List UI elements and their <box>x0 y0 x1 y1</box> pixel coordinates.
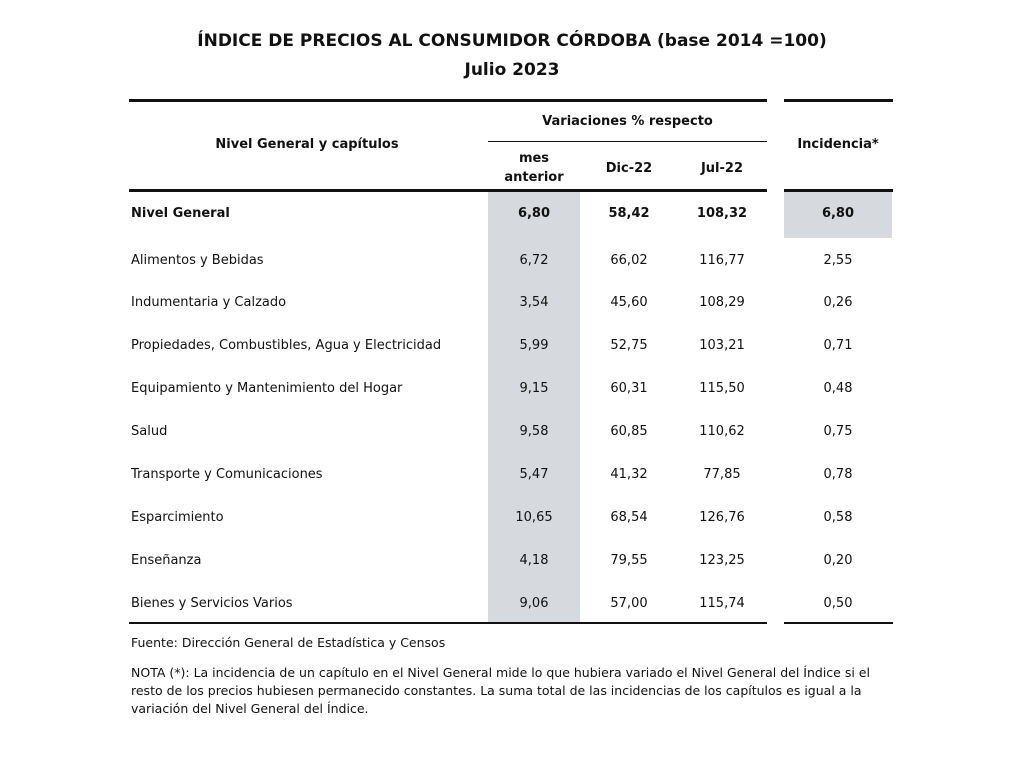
row-value-incidencia: 6,80 <box>821 206 855 221</box>
row-value-incidencia: 2,55 <box>823 253 853 268</box>
header-chapter: Nivel General y capítulos <box>215 137 399 152</box>
row-value-jul: 115,50 <box>699 381 745 396</box>
row-label: Indumentaria y Calzado <box>131 295 287 310</box>
row-value-incidencia: 0,20 <box>823 553 853 568</box>
table-bottom-rule-left <box>129 622 767 624</box>
row-label: Equipamiento y Mantenimiento del Hogar <box>131 381 403 396</box>
row-value-dic: 60,85 <box>610 424 648 439</box>
row-value-jul: 108,32 <box>696 206 748 221</box>
row-value-mes: 10,65 <box>515 510 553 525</box>
header-jul-22: Jul-22 <box>700 161 744 176</box>
top-rule-left <box>129 99 767 102</box>
row-value-incidencia: 0,75 <box>823 424 853 439</box>
row-value-incidencia: 0,58 <box>823 510 853 525</box>
header-anterior: anterior <box>504 170 564 185</box>
header-bottom-rule-left <box>129 189 767 192</box>
row-value-mes: 6,72 <box>519 253 549 268</box>
row-value-mes: 3,54 <box>519 295 549 310</box>
row-value-dic: 68,54 <box>610 510 648 525</box>
header-mes: mes <box>518 151 550 166</box>
row-value-jul: 108,29 <box>699 295 745 310</box>
row-value-mes: 9,06 <box>519 596 549 611</box>
row-label: Esparcimiento <box>131 510 224 525</box>
row-value-jul: 116,77 <box>699 253 745 268</box>
row-value-jul: 110,62 <box>699 424 745 439</box>
header-incidencia: Incidencia* <box>797 137 879 152</box>
row-value-incidencia: 0,50 <box>823 596 853 611</box>
row-value-dic: 45,60 <box>610 295 648 310</box>
row-value-jul: 77,85 <box>703 467 741 482</box>
top-rule-right <box>784 99 893 102</box>
row-value-mes: 9,15 <box>519 381 549 396</box>
row-value-jul: 123,25 <box>699 553 745 568</box>
row-value-dic: 52,75 <box>610 338 648 353</box>
row-value-jul: 115,74 <box>699 596 745 611</box>
row-value-dic: 66,02 <box>610 253 648 268</box>
row-value-mes: 4,18 <box>519 553 549 568</box>
row-label: Transporte y Comunicaciones <box>131 467 323 482</box>
header-dic-22: Dic-22 <box>605 161 653 176</box>
table-subtitle: Julio 2023 <box>464 60 560 80</box>
row-value-jul: 126,76 <box>699 510 745 525</box>
row-label: Propiedades, Combustibles, Agua y Electricidad <box>131 338 442 353</box>
row-value-incidencia: 0,48 <box>823 381 853 396</box>
row-label: Alimentos y Bebidas <box>131 253 264 268</box>
row-value-dic: 79,55 <box>610 553 648 568</box>
row-label: Nivel General <box>131 206 230 221</box>
row-value-mes: 9,58 <box>519 424 549 439</box>
footnote: NOTA (*): La incidencia de un capítulo en el Nivel General mide lo que hubiera variado el Nivel General del Índice si el resto de los precios hubiesen permanecido constantes. La suma total de las incidencias de los capítulos es igual a la variación del Nivel General del Índice. <box>131 665 870 716</box>
row-label: Bienes y Servicios Varios <box>131 596 293 611</box>
row-value-dic: 41,32 <box>610 467 648 482</box>
source-note: Fuente: Dirección General de Estadística y Censos <box>131 635 446 650</box>
row-value-mes: 6,80 <box>517 206 551 221</box>
header-bottom-rule-right <box>784 189 893 192</box>
row-value-mes: 5,99 <box>519 338 549 353</box>
row-label: Salud <box>131 424 168 439</box>
row-label: Enseñanza <box>131 553 202 568</box>
row-value-incidencia: 0,71 <box>823 338 853 353</box>
table-bottom-rule-right <box>784 622 893 624</box>
row-value-dic: 58,42 <box>608 206 650 221</box>
row-value-dic: 60,31 <box>610 381 648 396</box>
row-value-incidencia: 0,26 <box>823 295 853 310</box>
header-variations: Variaciones % respecto <box>542 114 713 129</box>
row-value-mes: 5,47 <box>519 467 549 482</box>
row-value-incidencia: 0,78 <box>823 467 853 482</box>
variations-underline <box>488 141 767 142</box>
table-title: ÍNDICE DE PRECIOS AL CONSUMIDOR CÓRDOBA (base 2014 =100) <box>197 31 827 51</box>
row-value-dic: 57,00 <box>610 596 648 611</box>
row-value-jul: 103,21 <box>699 338 745 353</box>
